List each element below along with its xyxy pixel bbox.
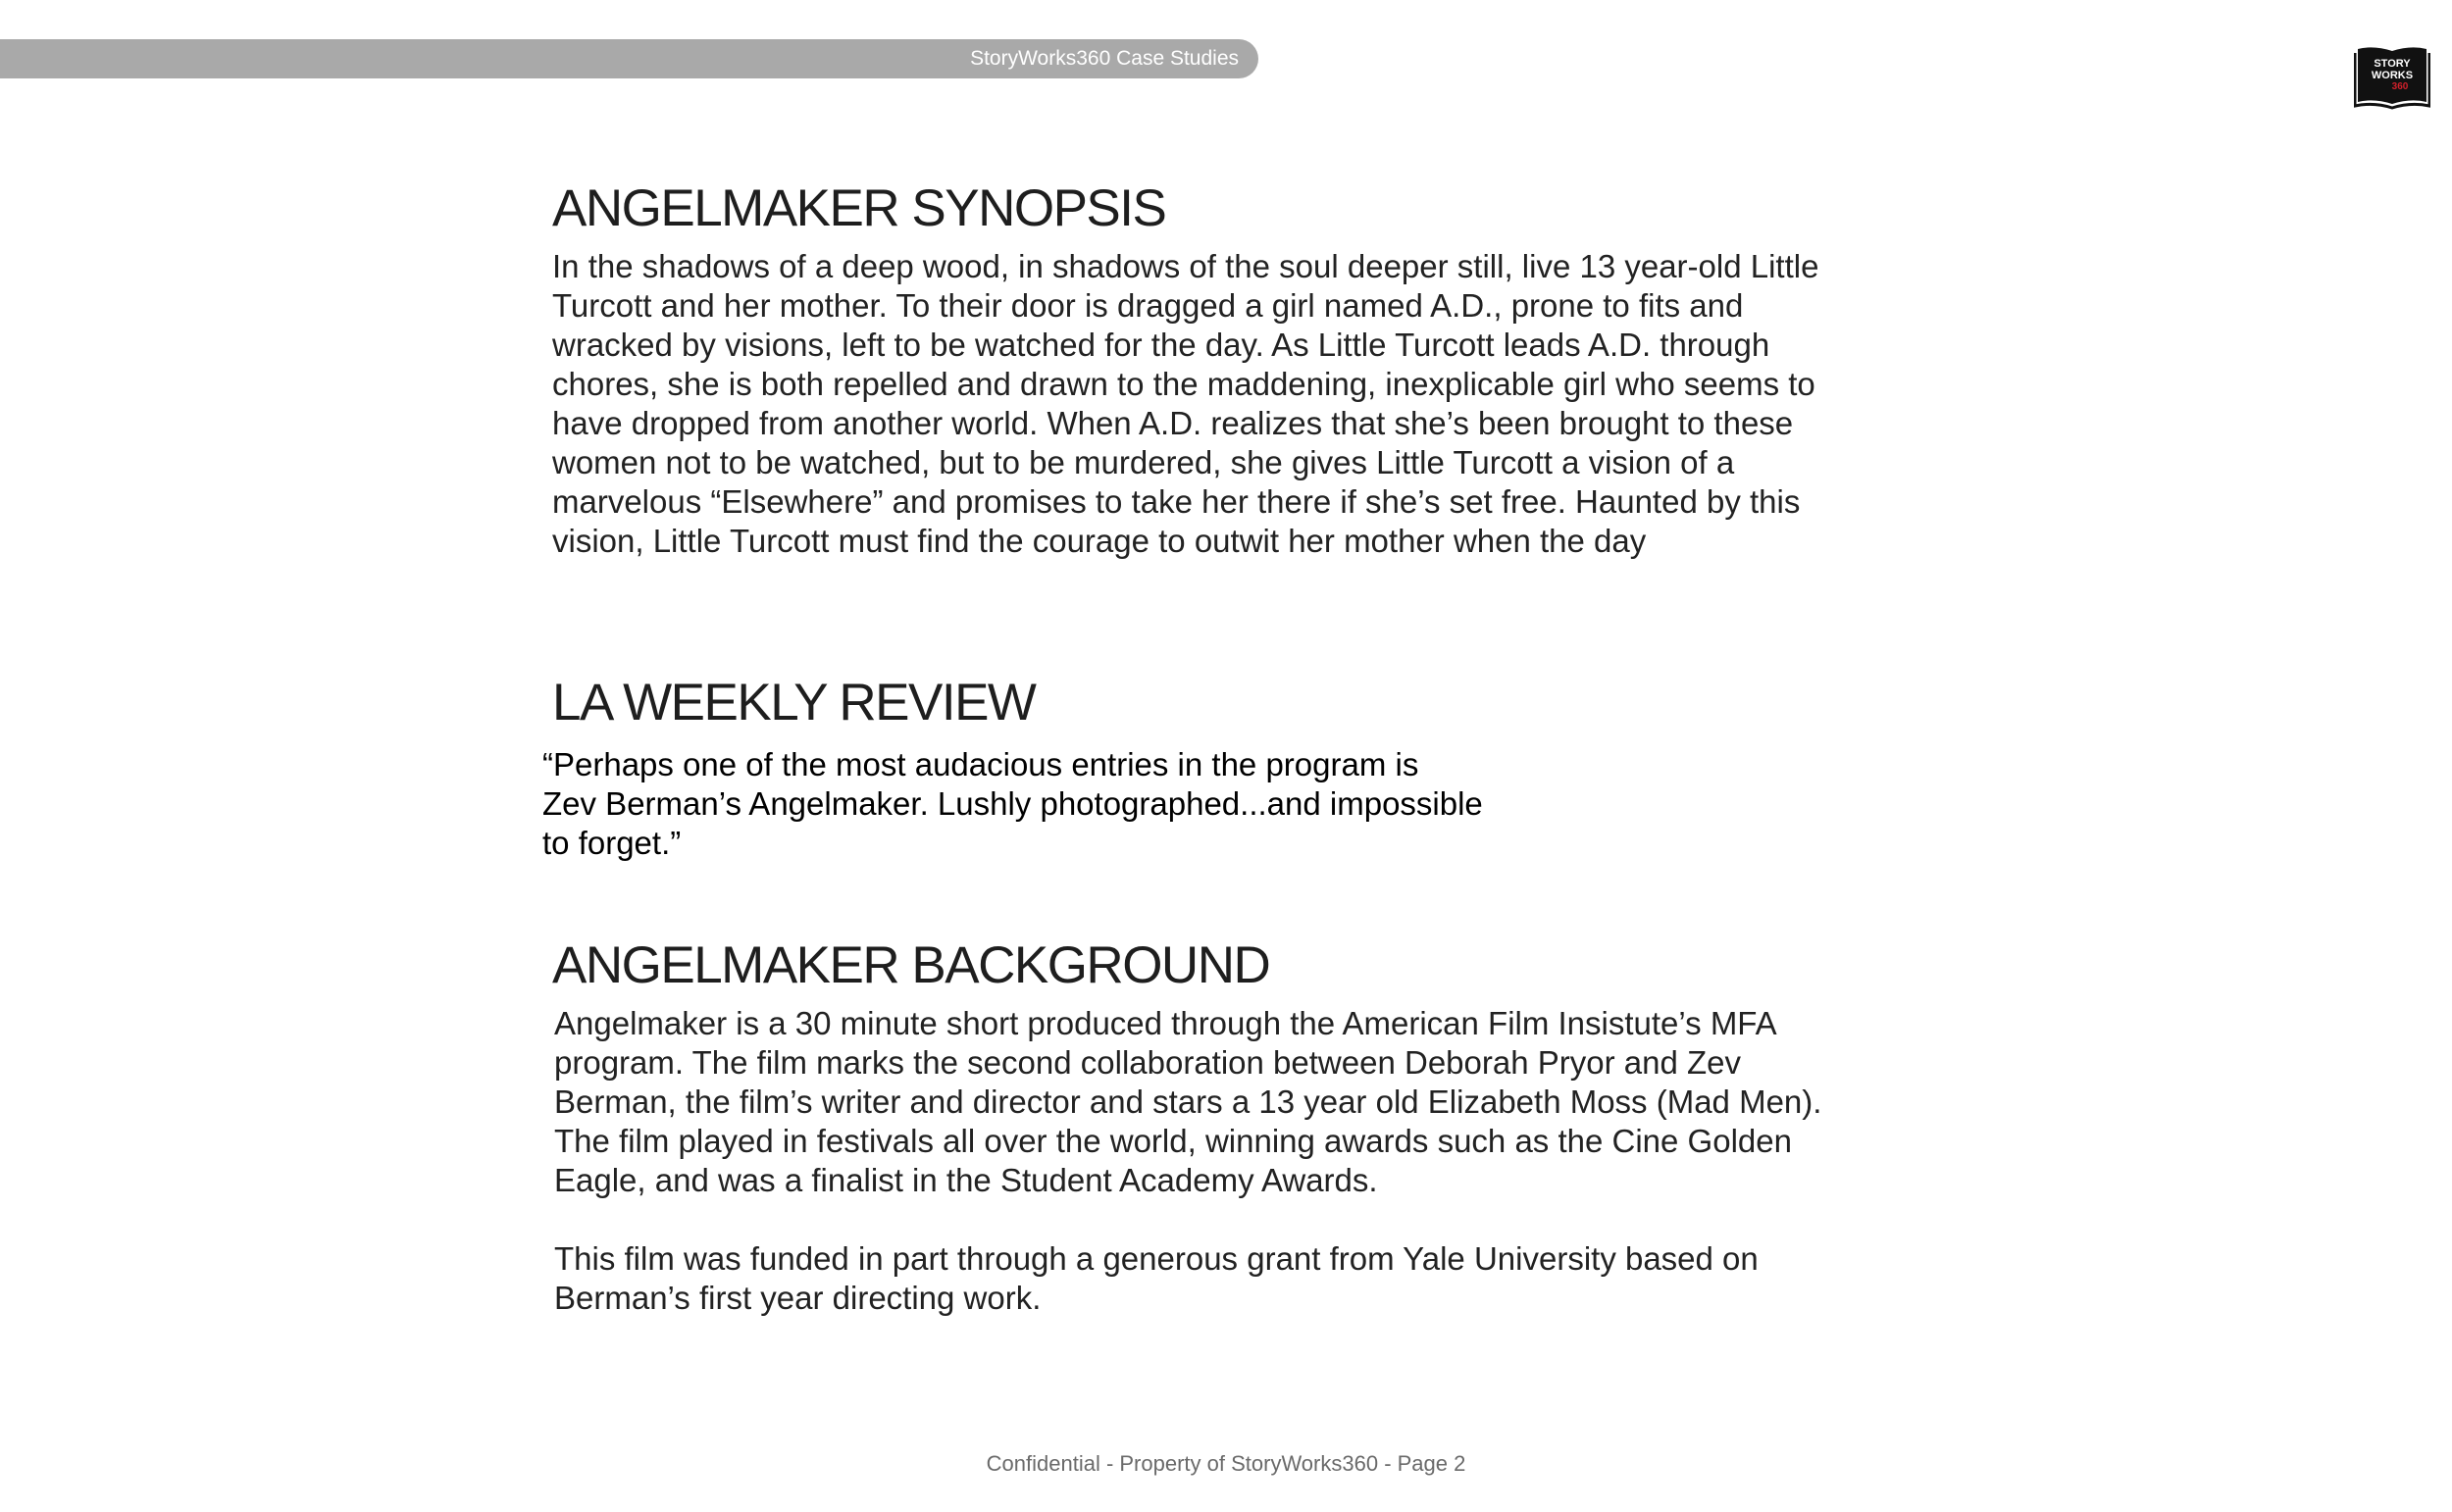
background-heading: ANGELMAKER BACKGROUND	[552, 936, 1270, 994]
storyworks360-logo	[2354, 43, 2430, 110]
header-title: StoryWorks360 Case Studies	[970, 47, 1239, 70]
book-icon	[2354, 43, 2430, 110]
synopsis-heading: ANGELMAKER SYNOPSIS	[552, 179, 1166, 237]
review-quote: “Perhaps one of the most audacious entries in the program is Zev Berman’s Angelmaker. Lushly photographed...and impossible to forget.”	[542, 746, 1483, 861]
page-footer: Confidential - Property of StoryWorks360 - Page 2	[986, 1451, 1466, 1476]
background-section	[552, 932, 1821, 1318]
logo-line2: WORKS	[2371, 70, 2414, 81]
background-paragraph-1: Angelmaker is a 30 minute short produced through the American Film Insistute’s MFA program. The film marks the second collaboration between Deborah Pryor and Zev Berman, the film’s writer and director and stars a 13 year old Elizabeth Moss (Mad Men). The film played in festivals all over the world, winning awards such as the Cine Golden Eagle, and was a finalist in the Student Academy Awards.	[554, 1005, 1822, 1198]
synopsis-body: In the shadows of a deep wood, in shadows of the soul deeper still, live 13 year-old Little Turcott and her mother. To their door is dragged a girl named A.D., prone to fits and wracked by visions, left to be watched for the day. As Little Turcott leads A.D. through chores, she is both repelled and drawn to the maddening, inexplicable girl who seems to have dropped from another world. When A.D. realizes that she’s been brought to these women not to be watched, but to be murdered, she gives Little Turcott a vision of a marvelous “Elsewhere” and promises to take her there if she’s set free. Haunted by this vision, Little Turcott must find the courage to outwit her mother when the day	[552, 248, 1819, 559]
review-heading: LA WEEKLY REVIEW	[552, 674, 1036, 731]
background-paragraph-2: This film was funded in part through a generous grant from Yale University based on Berman’s first year directing work.	[554, 1240, 1759, 1316]
logo-line1: STORY	[2374, 58, 2411, 70]
header-bar	[0, 39, 1258, 78]
review-section	[542, 669, 1483, 863]
logo-line3: 360	[2391, 81, 2409, 92]
synopsis-section	[552, 175, 1818, 561]
